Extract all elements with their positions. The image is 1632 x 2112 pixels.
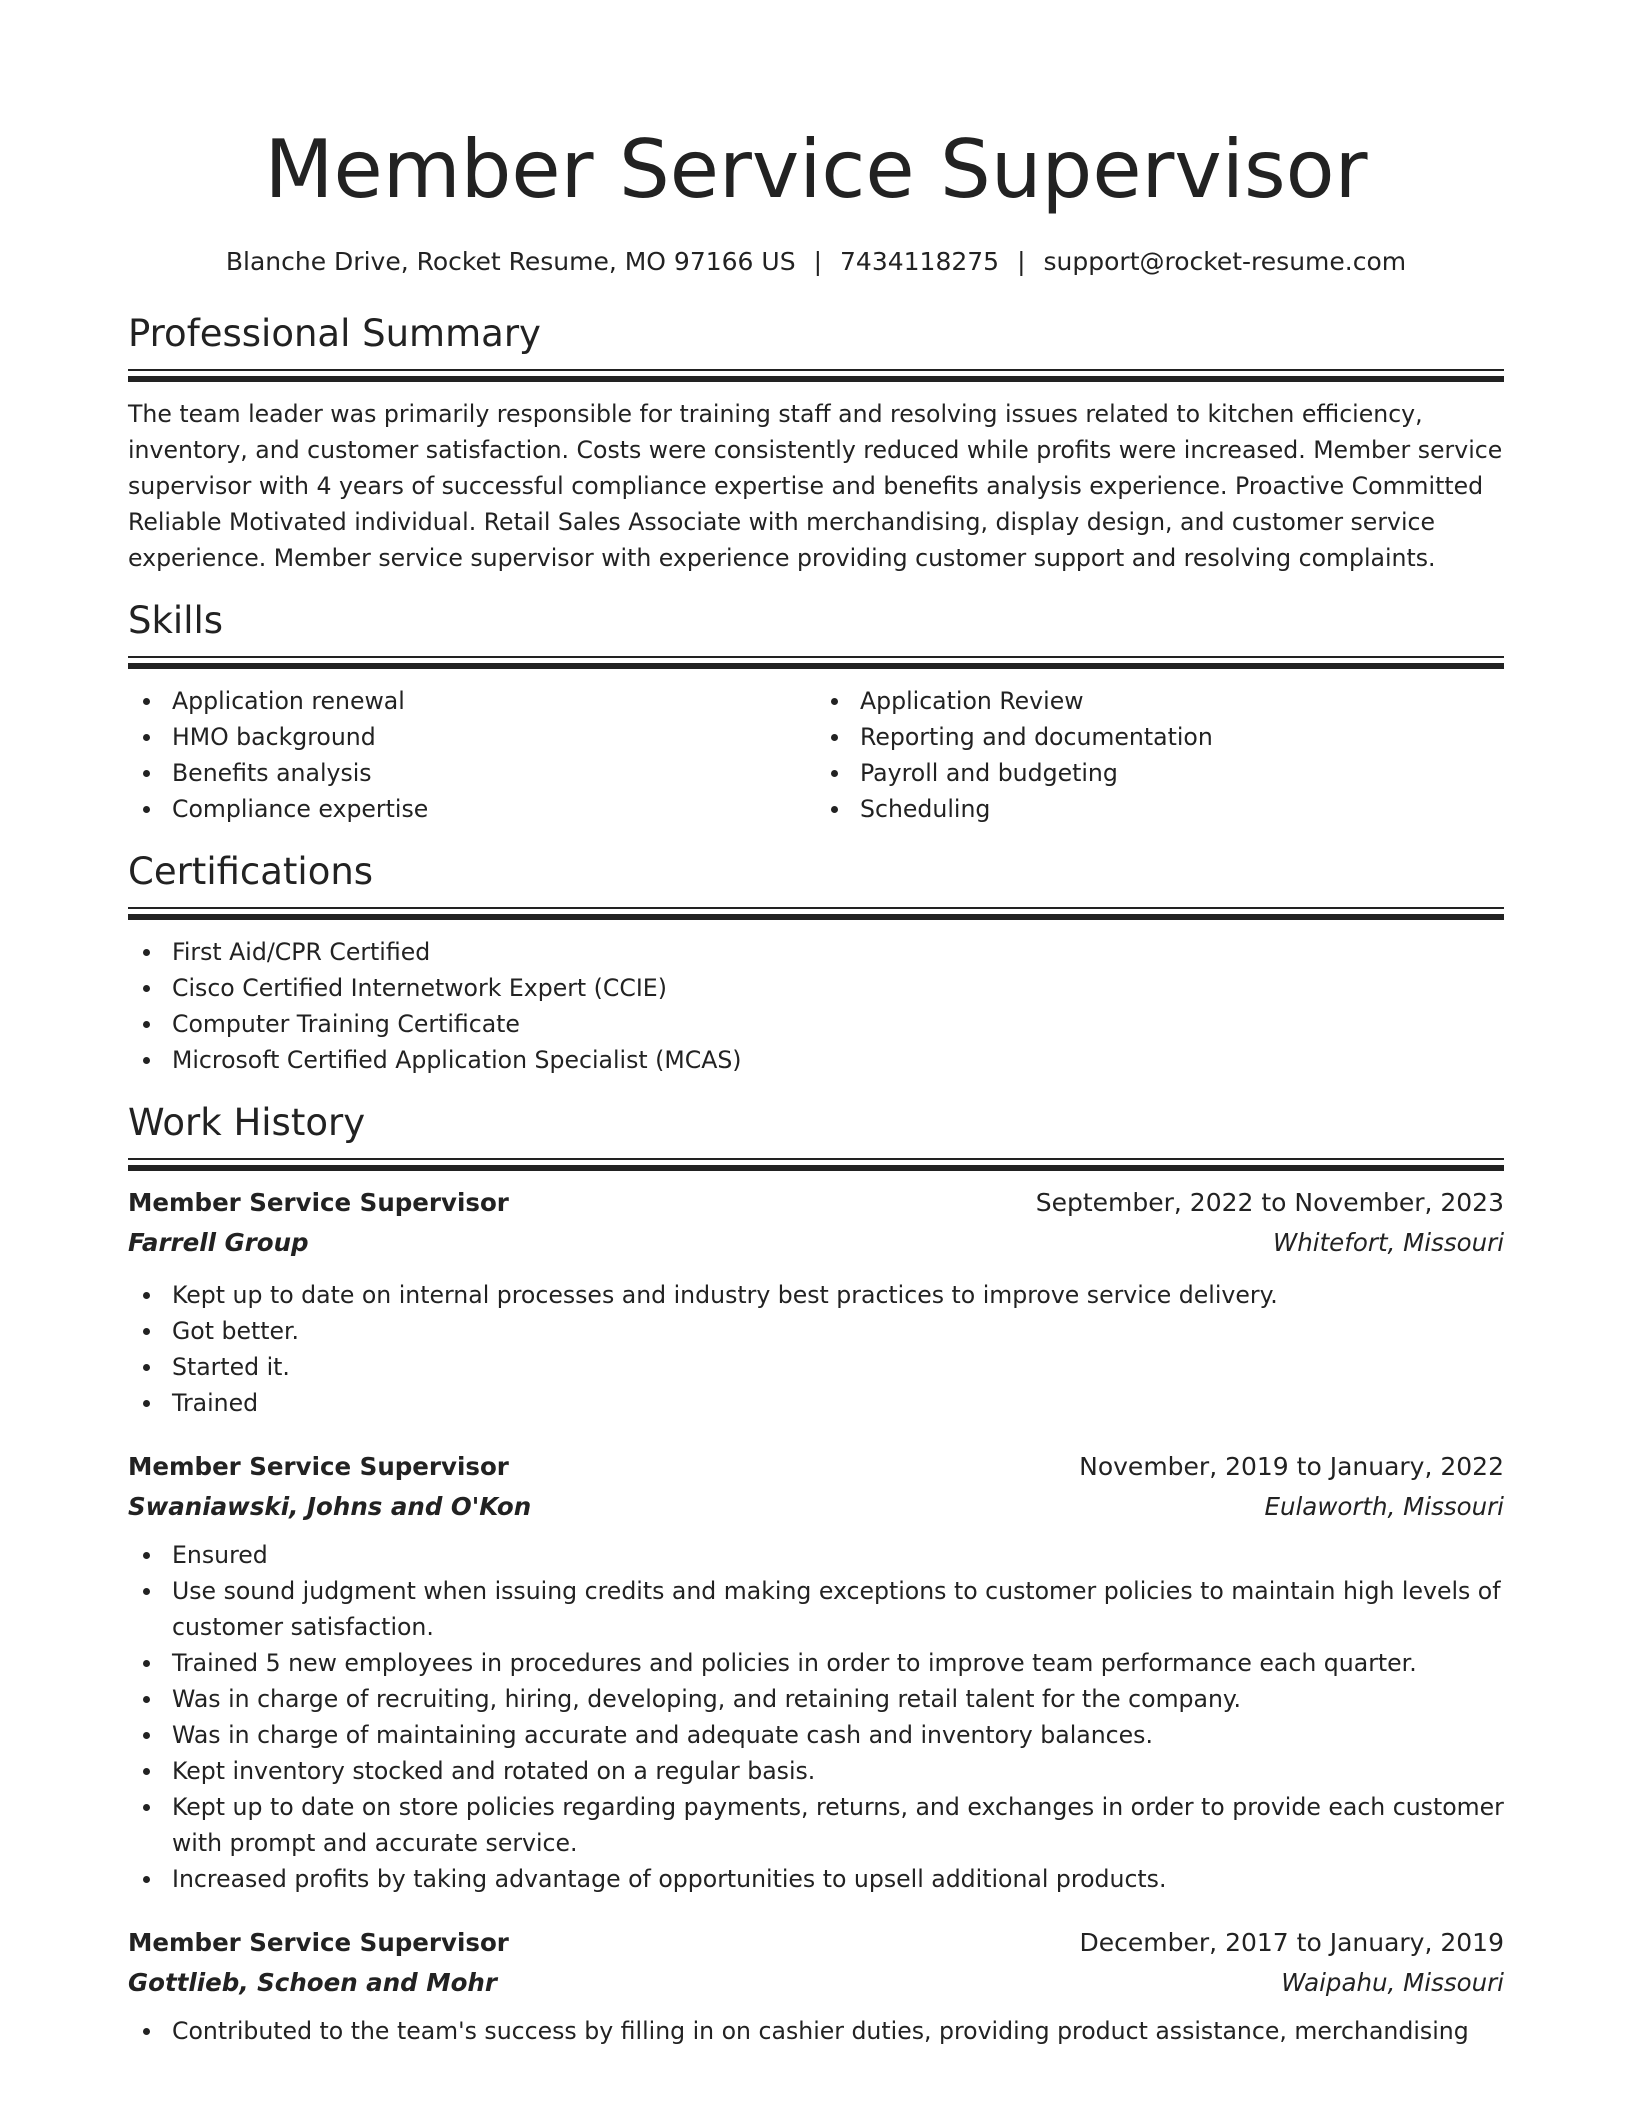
job-bullets (128, 1277, 1504, 1421)
skill-item: Scheduling (860, 791, 1504, 827)
job-bullet: Trained 5 new employees in procedures and policies in order to improve team performance each quarter. (172, 1645, 1504, 1681)
work-history-section (128, 1100, 1504, 2049)
certification-item: First Aid/CPR Certified (172, 934, 1504, 970)
job-bullet: Was in charge of recruiting, hiring, developing, and retaining retail talent for the company. (172, 1681, 1504, 1717)
skill-item: Reporting and documentation (860, 719, 1504, 755)
job-bullet: Increased profits by taking advantage of opportunities to upsell additional products. (172, 1861, 1504, 1897)
job-entry (128, 1183, 1504, 1421)
job-bullet: Ensured (172, 1537, 1504, 1573)
job-dates: November, 2019 to January, 2022 (1079, 1452, 1504, 1481)
job-location: Waipahu, Missouri (1281, 1968, 1504, 1997)
skills-section (128, 598, 1504, 827)
job-header (128, 1447, 1504, 1487)
job-title: Member Service Supervisor (128, 1928, 509, 1957)
job-location: Whitefort, Missouri (1273, 1228, 1504, 1257)
contact-email: support@rocket-resume.com (1043, 247, 1407, 276)
job-header (128, 1923, 1504, 1963)
job-bullet: Got better. (172, 1313, 1504, 1349)
job-subheader (128, 1487, 1504, 1527)
resume-name: Member Service Supervisor (264, 123, 1368, 216)
job-company: Farrell Group (128, 1228, 309, 1257)
job-bullets (128, 2013, 1504, 2049)
job-subheader (128, 1223, 1504, 1263)
job-bullet: Started it. (172, 1349, 1504, 1385)
job-bullet: Kept up to date on store policies regarding payments, returns, and exchanges in order to provide each customer with prompt and accurate service. (172, 1789, 1504, 1861)
certification-item: Computer Training Certificate (172, 1006, 1504, 1042)
skill-item: HMO background (172, 719, 816, 755)
skill-item: Application Review (860, 683, 1504, 719)
job-dates: September, 2022 to November, 2023 (1035, 1188, 1504, 1217)
job-bullet: Kept up to date on internal processes and industry best practices to improve service delivery. (172, 1277, 1504, 1313)
skills-grid (128, 683, 1504, 827)
job-bullet: Use sound judgment when issuing credits and making exceptions to customer policies to maintain high levels of customer satisfaction. (172, 1573, 1504, 1645)
contact-separator: | (1017, 247, 1026, 276)
skill-item: Compliance expertise (172, 791, 816, 827)
section-divider (128, 907, 1504, 920)
job-bullets (128, 1537, 1504, 1897)
skills-column-right (816, 683, 1504, 827)
section-title-summary: Professional Summary (128, 312, 541, 355)
job-bullet: Contributed to the team's success by filling in on cashier duties, providing product assistance, merchandising (172, 2013, 1504, 2049)
section-title-skills: Skills (128, 599, 224, 642)
job-company: Swaniawski, Johns and O'Kon (128, 1492, 532, 1521)
job-header (128, 1183, 1504, 1223)
section-divider (128, 1158, 1504, 1171)
job-entry (128, 1923, 1504, 2049)
job-subheader (128, 1963, 1504, 2003)
certification-item: Cisco Certified Internetwork Expert (CCIE) (172, 970, 1504, 1006)
summary-text: The team leader was primarily responsible for training staff and resolving issues related to kitchen efficiency, inventory, and customer satisfaction. Costs were consistently reduced while profits were increased. Member service supervisor with 4 years of successful compliance expertise and benefits analysis experience. Proactive Committed Reliable Motivated individual. Retail Sales Associate with merchandising, display design, and customer service experience. Member service supervisor with experience providing customer support and resolving complaints. (128, 400, 1503, 572)
job-location: Eulaworth, Missouri (1264, 1492, 1504, 1521)
section-divider (128, 369, 1504, 382)
skill-item: Benefits analysis (172, 755, 816, 791)
job-title: Member Service Supervisor (128, 1452, 509, 1481)
contact-line (128, 246, 1504, 278)
section-title-certifications: Certifications (128, 850, 374, 893)
summary-section (128, 311, 1504, 576)
job-title: Member Service Supervisor (128, 1188, 509, 1217)
job-bullet: Trained (172, 1385, 1504, 1421)
section-title-work-history: Work History (128, 1101, 366, 1144)
job-entry (128, 1447, 1504, 1897)
skill-item: Payroll and budgeting (860, 755, 1504, 791)
skill-item: Application renewal (172, 683, 816, 719)
contact-phone: 7434118275 (840, 247, 1000, 276)
job-dates: December, 2017 to January, 2019 (1079, 1928, 1504, 1957)
certifications-list (128, 934, 1504, 1078)
job-company: Gottlieb, Schoen and Mohr (128, 1968, 497, 1997)
certifications-section (128, 849, 1504, 1078)
job-bullet: Kept inventory stocked and rotated on a regular basis. (172, 1753, 1504, 1789)
contact-separator: | (813, 247, 823, 276)
job-bullet: Was in charge of maintaining accurate and adequate cash and inventory balances. (172, 1717, 1504, 1753)
resume-page (128, 0, 1504, 2049)
contact-address: Blanche Drive, Rocket Resume, MO 97166 US (225, 247, 796, 276)
skills-column-left (128, 683, 816, 827)
section-divider (128, 656, 1504, 669)
certification-item: Microsoft Certified Application Specialist (MCAS) (172, 1042, 1504, 1078)
